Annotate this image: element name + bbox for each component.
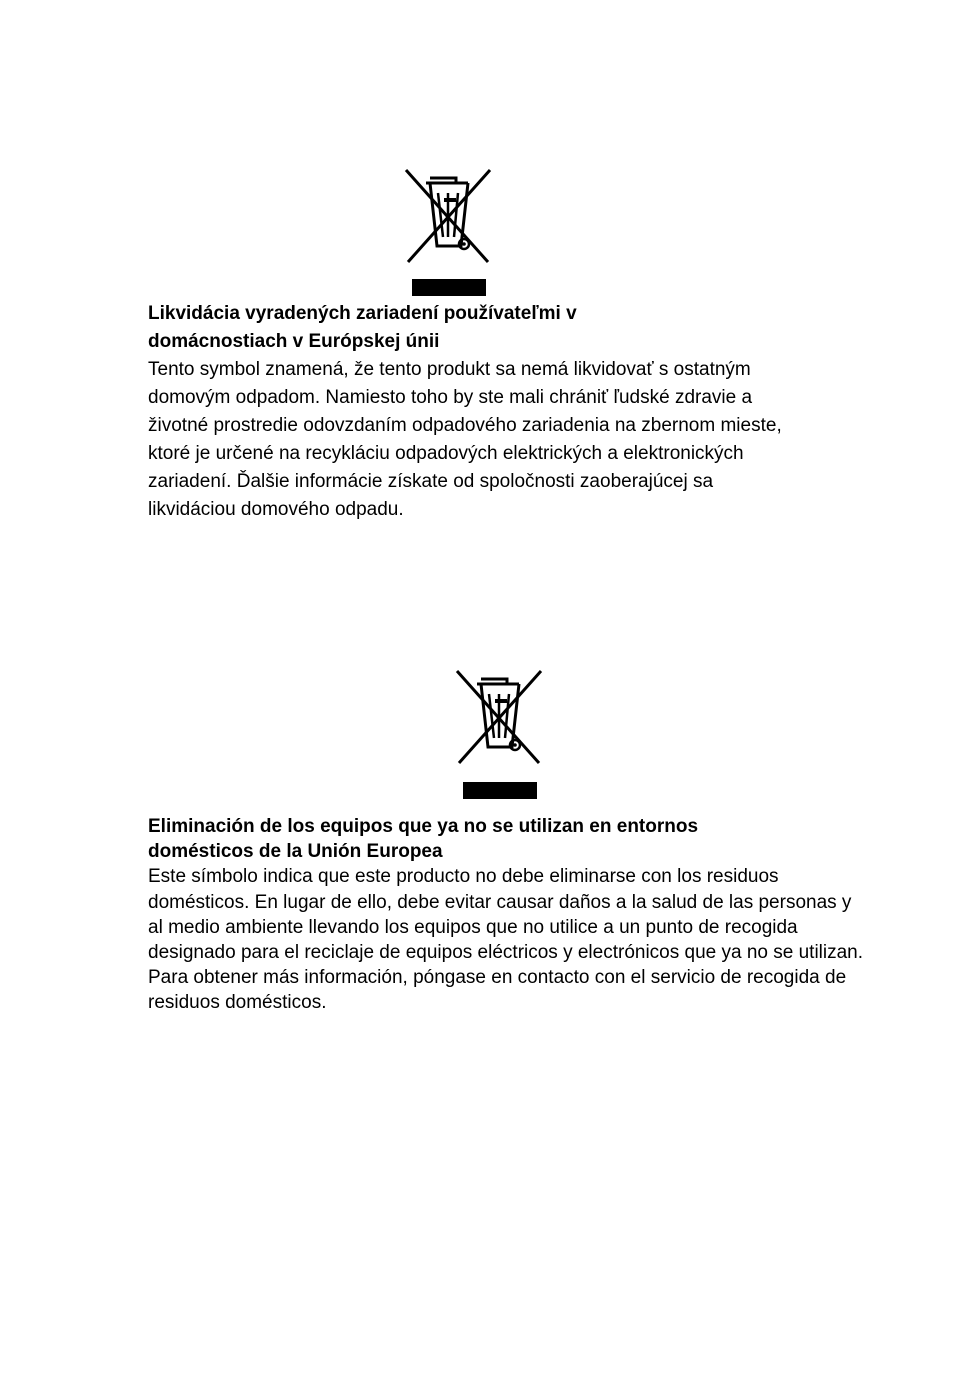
section-body: Este símbolo indica que este producto no debe eliminarse con los residuos domésticos. En lugar de ello, debe evitar causar daños a la salud de las personas y al medio ambiente llevando los equipos que no utilice a un punto de recogida designado para el reciclaje de equipos eléctricos y electrónicos que ya no se utilizan. Para obtener más información, póngase en contacto con el servicio de recogida de residuos domésticos. bbox=[148, 866, 864, 1014]
section-title: Likvidácia vyradených zariadení používateľmi v domácnostiach v Európskej únii bbox=[148, 303, 577, 352]
section-title: Eliminación de los equipos que ya no se utilizan en entornos domésticos de la Unión Europea bbox=[148, 816, 699, 863]
crossed-out-wheelie-bin-icon bbox=[402, 166, 494, 298]
section-body: Tento symbol znamená, že tento produkt sa nemá likvidovať s ostatným domovým odpadom. Namiesto toho by ste mali chrániť ľudské zdravie a životné prostredie odovzdaním odpadového zariadenia na zbernom mieste, ktoré je určené na recykláciu odpadových elektrických a elektronických zariadení. Ďalšie informácie získate od spoločnosti zaoberajúcej sa likvidáciou domového odpadu. bbox=[148, 359, 782, 520]
weee-disposal-section-slovak bbox=[148, 300, 788, 524]
crossed-out-wheelie-bin-icon bbox=[453, 667, 545, 801]
weee-disposal-section-spanish bbox=[148, 814, 868, 1016]
